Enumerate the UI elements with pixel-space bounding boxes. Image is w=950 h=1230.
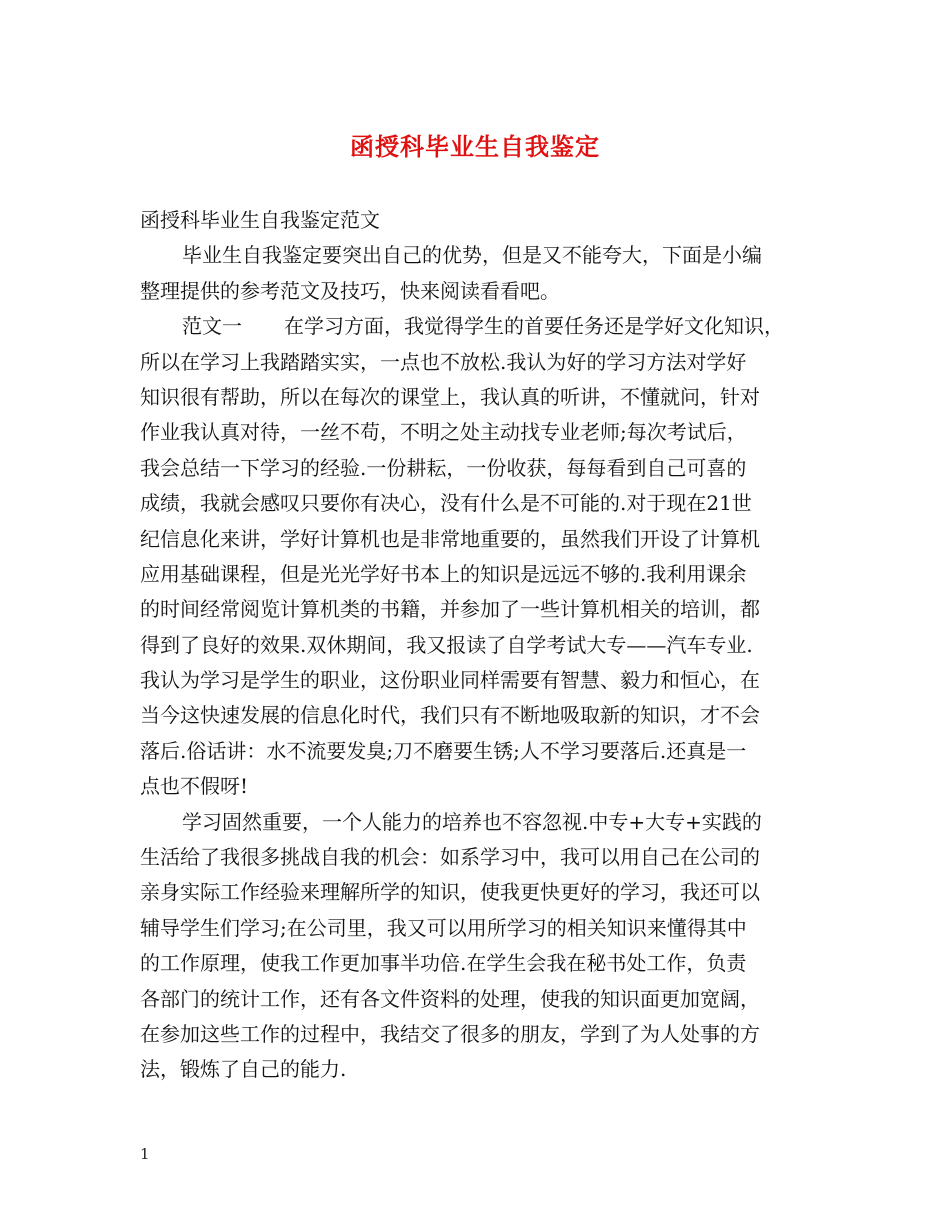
paragraph-line: 辅导学生们学习;在公司里，我又可以用所学习的相关知识来懂得其中 bbox=[140, 915, 747, 940]
paragraph-line: 的时间经常阅览计算机类的书籍，并参加了一些计算机相关的培训，都 bbox=[140, 597, 760, 622]
intro-line: 毕业生自我鉴定要突出自己的优势，但是又不能夸大，下面是小编 bbox=[182, 243, 762, 268]
paragraph-line: 在参加这些工作的过程中，我结交了很多的朋友，学到了为人处事的方 bbox=[140, 1021, 760, 1046]
paragraph-line: 所以在学习上我踏踏实实，一点也不放松.我认为好的学习方法对学好 bbox=[140, 349, 747, 374]
sample-first-line bbox=[140, 309, 816, 344]
paragraph-line: 应用基础课程，但是光光学好书本上的知识是远远不够的.我利用课余 bbox=[140, 561, 747, 586]
paragraph-line: 各部门的统计工作，还有各文件资料的处理，使我的知识面更加宽阔， bbox=[140, 986, 760, 1011]
paragraph-line: 我会总结一下学习的经验.一份耕耘，一份收获，每每看到自己可喜的 bbox=[140, 455, 747, 480]
paragraph-line: 落后.俗话讲：水不流要发臭;刀不磨要生锈;人不学习要落后.还真是一 bbox=[140, 738, 747, 763]
sample-label: 范文一 bbox=[182, 314, 242, 339]
paragraph-line: 作业我认真对待，一丝不苟，不明之处主动找专业老师;每次考试后， bbox=[140, 420, 747, 445]
document-body bbox=[140, 203, 816, 1088]
paragraph-line: 在学习方面，我觉得学生的首要任务还是学好文化知识， bbox=[284, 314, 784, 339]
paragraph-line: 得到了良好的效果.双休期间，我又报读了自学考试大专——汽车专业. bbox=[140, 632, 753, 657]
paragraph-line: 点也不假呀! bbox=[140, 774, 249, 799]
paragraph-line: 知识很有帮助，所以在每次的课堂上，我认真的听讲，不懂就问，针对 bbox=[140, 384, 760, 409]
paragraph-line: 的工作原理，使我工作更加事半功倍.在学生会我在秘书处工作，负责 bbox=[140, 951, 747, 976]
paragraph-line: 纪信息化来讲，学好计算机也是非常地重要的，虽然我们开设了计算机 bbox=[140, 526, 760, 551]
paragraph-line: 成绩，我就会感叹只要你有决心，没有什么是不可能的.对于现在21世 bbox=[140, 491, 752, 516]
paragraph-line: 当今这快速发展的信息化时代，我们只有不断地吸取新的知识，才不会 bbox=[140, 703, 760, 728]
paragraph-line: 生活给了我很多挑战自我的机会：如系学习中，我可以用自己在公司的 bbox=[140, 845, 760, 870]
page-number: 1 bbox=[140, 1145, 150, 1163]
paragraph-line: 亲身实际工作经验来理解所学的知识，使我更快更好的学习，我还可以 bbox=[140, 880, 760, 905]
paragraph-line: 法，锻炼了自己的能力. bbox=[140, 1057, 347, 1082]
subtitle: 函授科毕业生自我鉴定范文 bbox=[140, 208, 380, 232]
document-title: 函授科毕业生自我鉴定 bbox=[350, 132, 600, 161]
intro-line: 整理提供的参考范文及技巧，快来阅读看看吧。 bbox=[140, 278, 560, 303]
paragraph-line: 学习固然重要，一个人能力的培养也不容忽视.中专+大专+实践的 bbox=[182, 809, 762, 834]
paragraph-line: 我认为学习是学生的职业，这份职业同样需要有智慧、毅力和恒心，在 bbox=[140, 668, 760, 693]
